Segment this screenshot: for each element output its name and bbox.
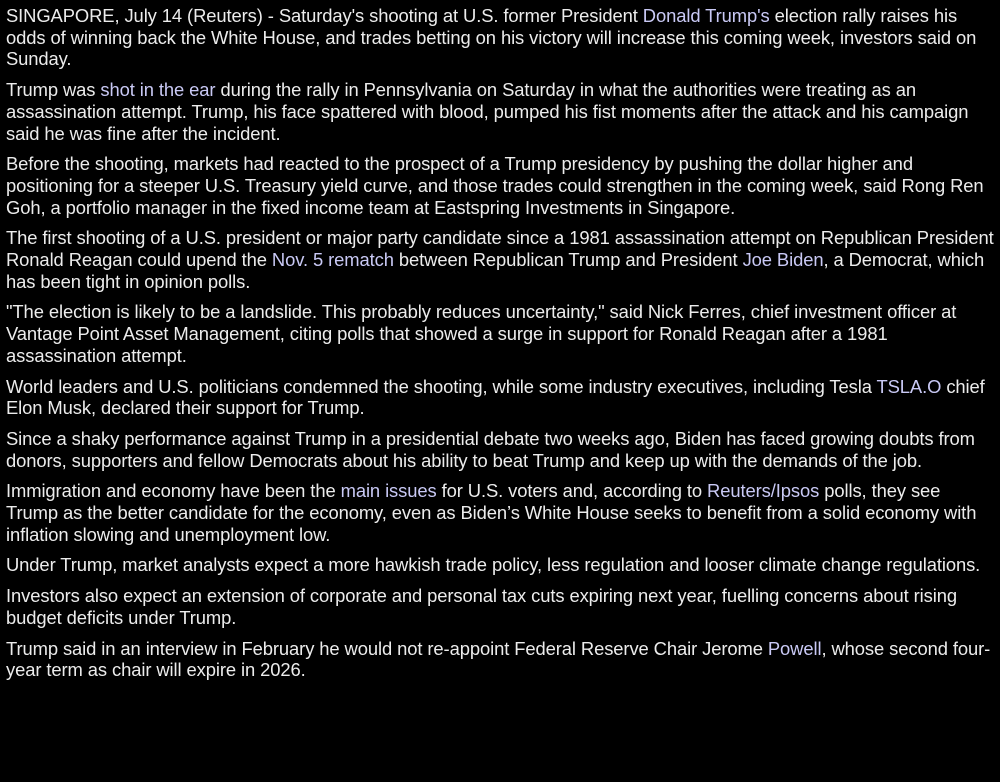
paragraph-text: , a Democrat, which has been tight in opinion polls. xyxy=(6,249,985,292)
inline-link[interactable]: main issues xyxy=(340,480,437,502)
paragraph-text: Since a shaky performance against Trump in a presidential debate two weeks ago, Biden has faced growing doubts from donors, supporters and fellow Democrats about his ability to beat Trump and keep up with the demands of the job. xyxy=(6,427,975,471)
paragraph-text: during the rally in Pennsylvania on Saturday in what the authorities were treating as an assassination attempt. Trump, his face spattered with blood, pumped his fist moments after the attack and his campaign said he was fine after the incident. xyxy=(6,79,969,144)
paragraph-ferres-quote xyxy=(6,301,996,366)
paragraph-text: Trump said in an interview in February he would not re-appoint Federal Reserve Chair Jerome xyxy=(6,637,768,659)
paragraph-immigration-economy xyxy=(6,480,996,545)
paragraph-text: chief Elon Musk, declared their support for Trump. xyxy=(6,375,985,419)
paragraph-text: Under Trump, market analysts expect a more hawkish trade policy, less regulation and looser climate change regulations. xyxy=(6,554,981,576)
paragraph-powell xyxy=(6,638,996,681)
inline-link[interactable]: Powell xyxy=(767,637,822,659)
paragraph-text: Immigration and economy have been the xyxy=(6,480,341,502)
paragraph-text: polls, they see Trump as the better candidate for the economy, even as Biden’s White House seeks to benefit from a solid economy with inflation slowing and unemployment low. xyxy=(6,480,977,545)
inline-link[interactable]: shot in the ear xyxy=(100,79,216,101)
inline-link[interactable]: Joe Biden xyxy=(742,249,824,271)
paragraph-text: Investors also expect an extension of corporate and personal tax cuts expiring next year, fuelling concerns about rising budget deficits under Trump. xyxy=(6,585,958,628)
paragraph-text: election rally raises his odds of winning back the White House, and trades betting on his victory will increase this coming week, investors said on Sunday. xyxy=(6,5,977,70)
paragraph-text: Before the shooting, markets had reacted to the prospect of a Trump presidency by pushing the dollar higher and positioning for a steeper U.S. Treasury yield curve, and those trades could strengthen in the coming week, said Rong Ren Goh, a portfolio manager in the fixed income team at Eastspring Investments in Singapore. xyxy=(6,153,984,218)
paragraph-text: "The election is likely to be a landslide. This probably reduces uncertainty," said Nick Ferres, chief investment officer at Vantage Point Asset Management, citing polls that showed a surge in support for Ronald Reagan after a 1981 assassination attempt. xyxy=(6,301,957,366)
paragraph-biden-debate xyxy=(6,428,996,471)
paragraph-text: World leaders and U.S. politicians condemned the shooting, while some industry executives, including Tesla xyxy=(6,375,877,397)
inline-link[interactable]: Reuters/Ipsos xyxy=(707,480,820,502)
inline-link[interactable]: Nov. 5 rematch xyxy=(271,249,394,271)
paragraph-text: SINGAPORE, July 14 (Reuters) - Saturday's shooting at U.S. former President xyxy=(6,5,643,26)
paragraph-text: between Republican Trump and President xyxy=(393,249,743,271)
paragraph-trade-policy xyxy=(6,554,996,576)
paragraph-shot-in-ear xyxy=(6,79,996,144)
article-body xyxy=(6,5,996,690)
paragraph-dateline xyxy=(6,5,996,70)
paragraph-text: The first shooting of a U.S. president or major party candidate since a 1981 assassination attempt on Republican President Ronald Reagan could upend the xyxy=(6,227,994,271)
paragraph-markets-reaction xyxy=(6,153,996,218)
paragraph-tax-cuts xyxy=(6,585,996,628)
paragraph-text: , whose second four-year term as chair will expire in 2026. xyxy=(6,637,991,681)
inline-link[interactable]: Donald Trump's xyxy=(642,5,770,26)
paragraph-first-shooting xyxy=(6,227,996,292)
paragraph-world-leaders xyxy=(6,376,996,419)
inline-link[interactable]: TSLA.O xyxy=(876,375,942,397)
paragraph-text: for U.S. voters and, according to xyxy=(436,480,708,502)
paragraph-text: Trump was xyxy=(6,79,101,101)
